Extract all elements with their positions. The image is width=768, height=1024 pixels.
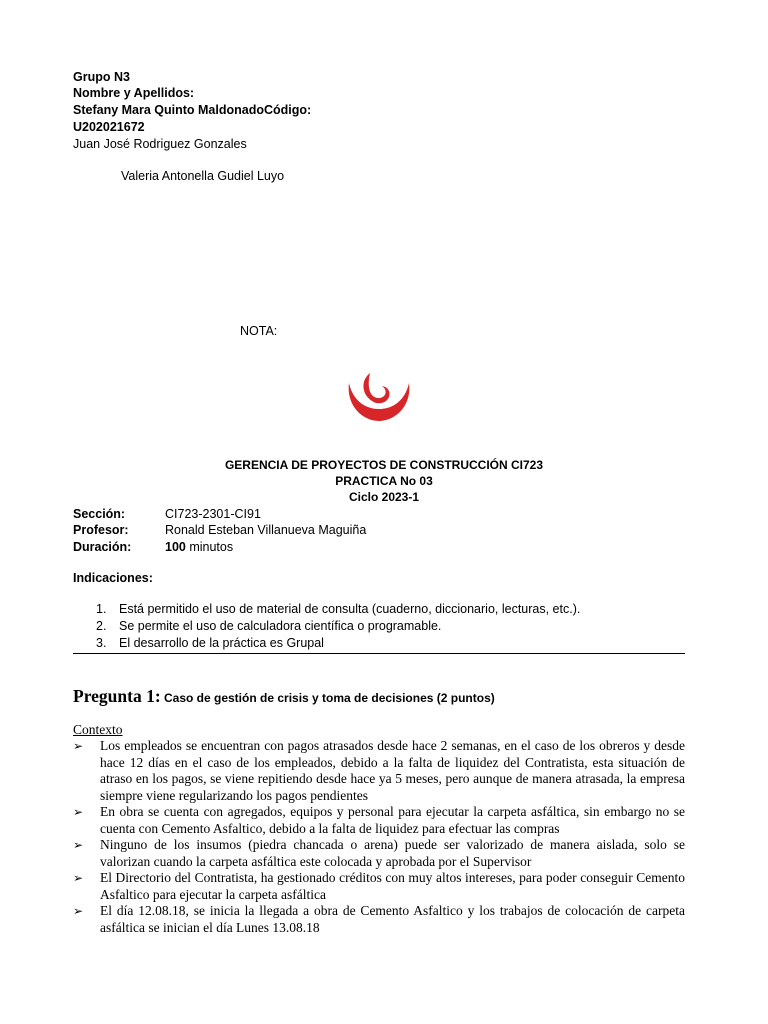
arrow-bullet-icon: ➢ [73,838,84,852]
section-label: Sección: [73,507,126,521]
arrow-bullet-icon: ➢ [73,739,84,753]
context-bullet-list [73,738,685,936]
list-item [73,870,685,903]
indication-number: 1. [96,602,107,616]
name-label: Nombre y Apellidos: [73,86,195,100]
duration-unit: minutos [185,540,234,554]
list-item [73,903,685,936]
group-label: Grupo N3 [73,70,130,84]
arrow-bullet-icon: ➢ [73,805,84,819]
cycle-title: Ciclo 2023-1 [348,490,420,504]
bullet-text: Los empleados se encuentran con pagos atrasados desde hace 2 semanas, en el caso de los obreros y desde hace 12 días en el caso de los empleados, debido a la falta de liquidez del Contratista, esta situación de atraso en los pagos, se viene repitiendo desde hace ya 5 meses, pero aunque de manera atrasada, la empresa siempre viene regularizando los pagos pendientes [100,738,685,803]
section-value: CI723-2301-CI91 [165,507,261,521]
arrow-bullet-icon: ➢ [73,904,84,918]
duration-label: Duración: [73,540,132,554]
professor-value: Ronald Esteban Villanueva Maguiña [165,523,367,537]
student-1-code: U202021672 [73,120,145,134]
student-1-name: Stefany Mara Quinto MaldonadoCódigo: [73,103,312,117]
duration-number: 100 [165,540,186,554]
list-item [73,804,685,837]
divider-line [73,653,685,654]
indications-heading: Indicaciones: [73,571,153,585]
practice-title: PRACTICA No 03 [335,474,433,488]
bullet-text: Ninguno de los insumos (piedra chancada o arena) puede ser valorizado de manera aislada, solo se valorizan cuando la carpeta asfáltica este colocada y aprobada por el Supervisor [100,837,685,869]
professor-label: Profesor: [73,523,129,537]
bullet-text: En obra se cuenta con agregados, equipos y personal para ejecutar la carpeta asfáltica, sin embargo no se cuenta con Cemento Asfaltico, debido a la falta de liquidez para efectuar las compras [100,804,685,836]
student-3-name: Valeria Antonella Gudiel Luyo [121,169,285,183]
question-title [73,686,495,707]
duration-value [165,540,233,554]
question-number: Pregunta 1: [73,686,161,706]
indication-number: 3. [96,636,107,650]
indication-text: El desarrollo de la práctica es Grupal [119,636,324,650]
question-heading: Caso de gestión de crisis y toma de decisiones (2 puntos) [160,691,495,705]
arrow-bullet-icon: ➢ [73,871,84,885]
indication-text: Está permitido el uso de material de consulta (cuaderno, diccionario, lecturas, etc.). [119,602,581,616]
nota-label: NOTA: [240,324,278,338]
list-item [73,837,685,870]
indication-text: Se permite el uso de calculadora científica o programable. [119,619,442,633]
context-label: Contexto [73,722,123,737]
course-title: GERENCIA DE PROYECTOS DE CONSTRUCCIÓN CI723 [224,458,544,472]
indication-number: 2. [96,619,107,633]
bullet-text: El día 12.08.18, se inicia la llegada a obra de Cemento Asfaltico y los trabajos de colocación de carpeta asfáltica se inician el día Lunes 13.08.18 [100,903,685,935]
list-item [73,738,685,804]
upc-flame-logo-icon [346,371,412,423]
student-2-name: Juan José Rodriguez Gonzales [73,137,247,151]
bullet-text: El Directorio del Contratista, ha gestionado créditos con muy altos intereses, para poder conseguir Cemento Asfaltico para ejecutar la carpeta asfáltica [100,870,685,902]
